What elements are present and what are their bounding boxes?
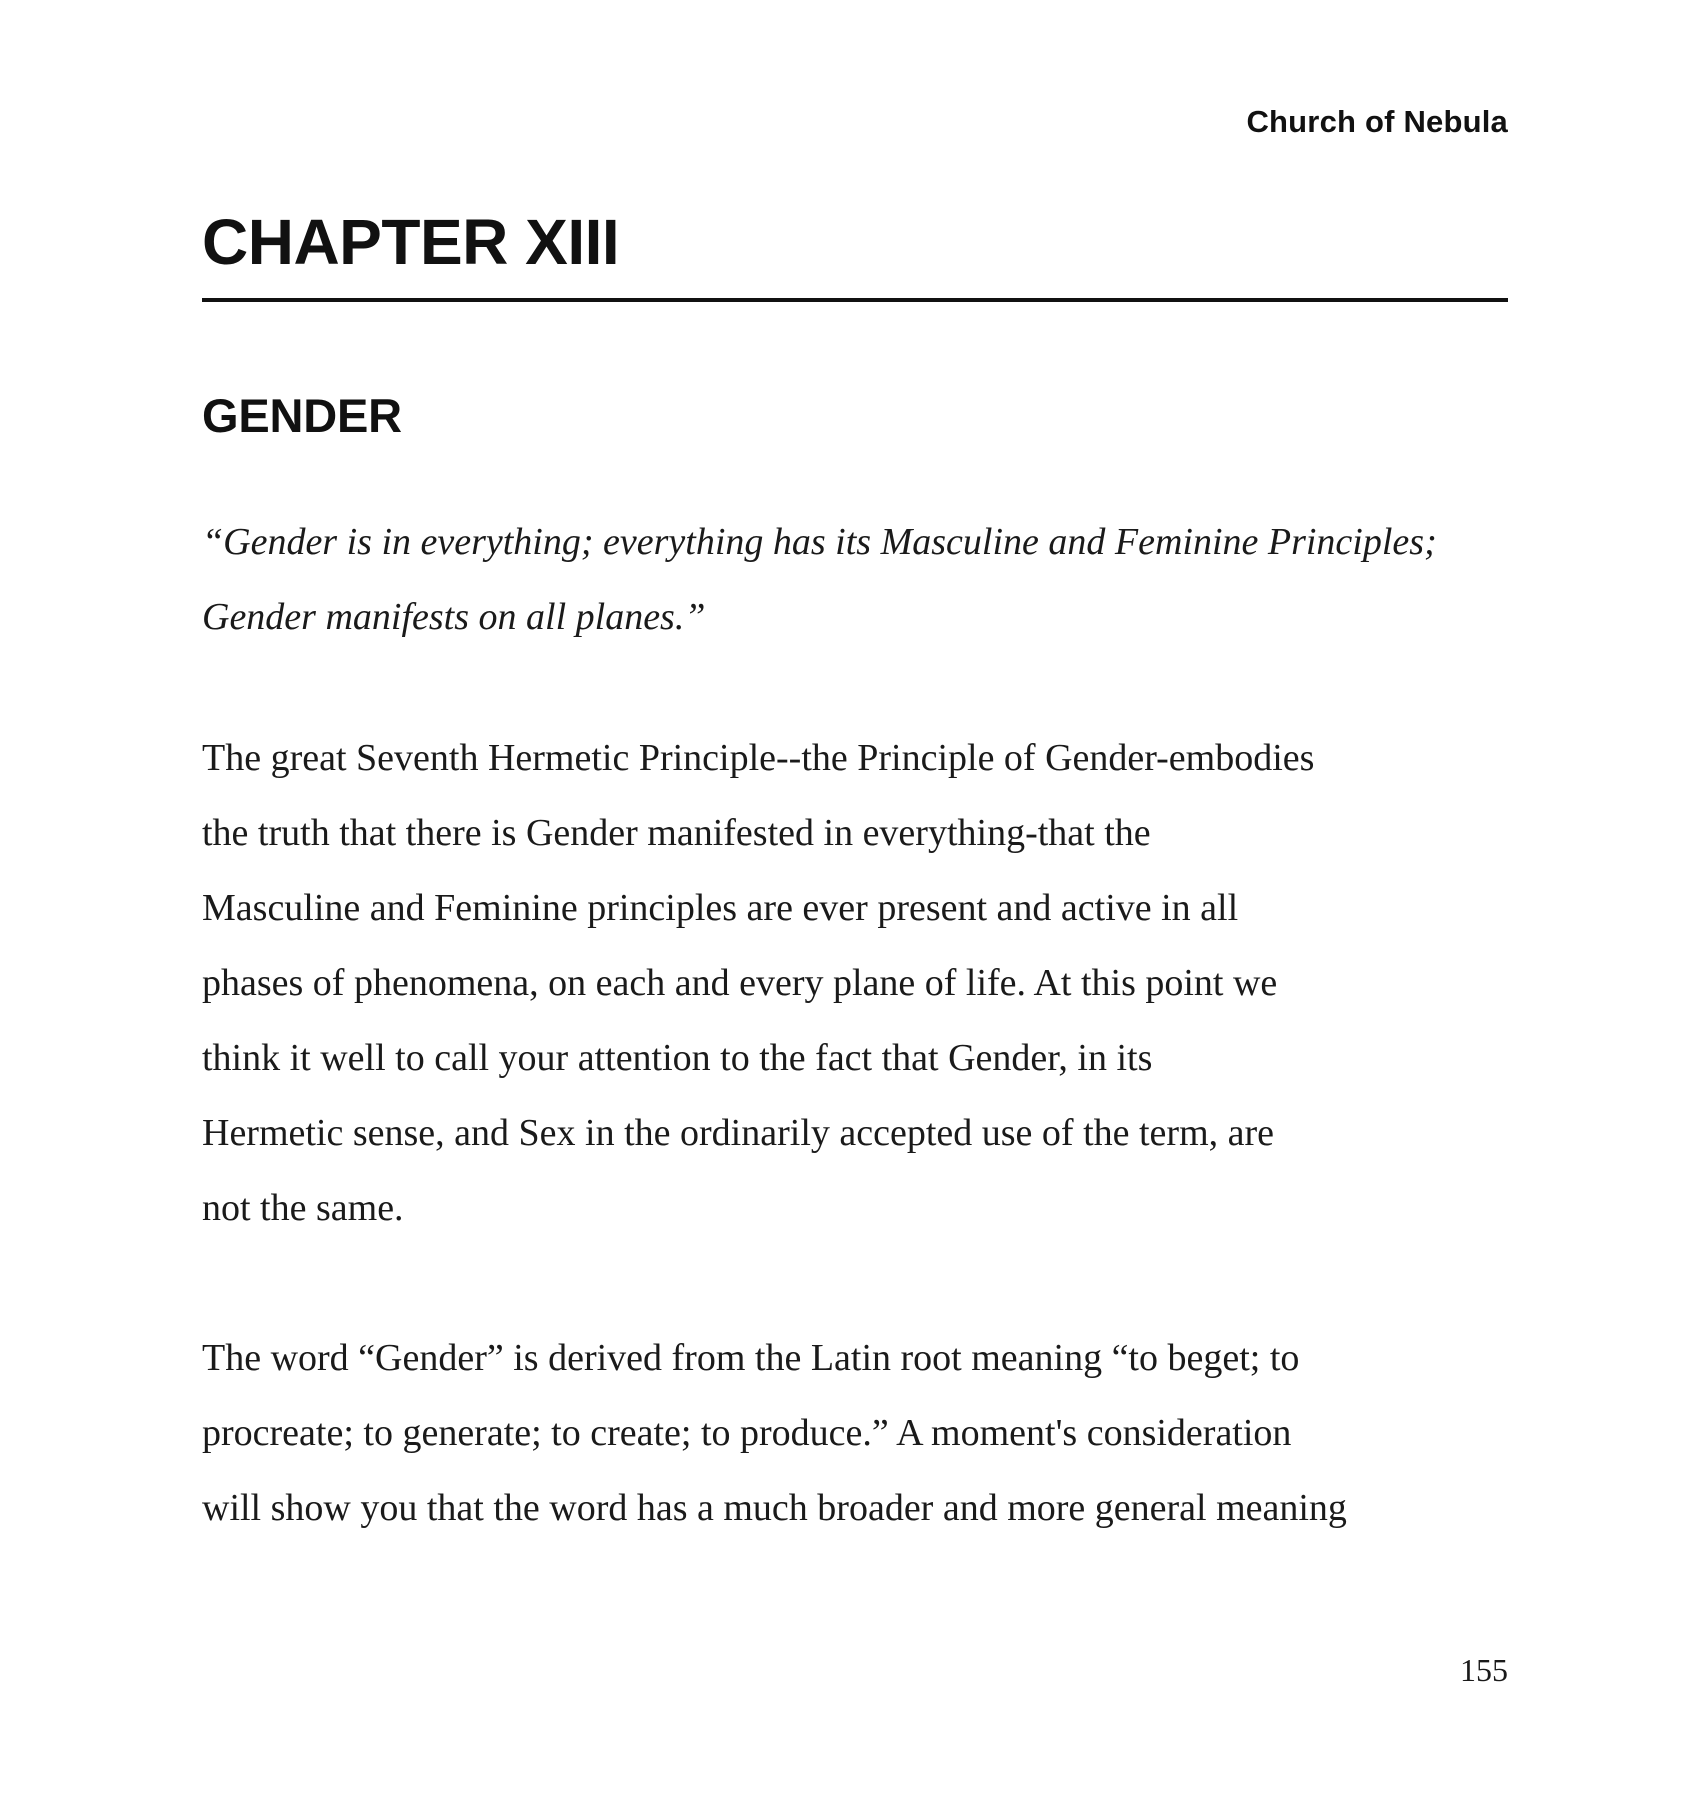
paragraph-line: Masculine and Feminine principles are ever present and active in all <box>202 887 1239 929</box>
paragraph-line: phases of phenomena, on each and every plane of life. At this point we <box>202 962 1278 1004</box>
running-head: Church of Nebula <box>1246 104 1508 139</box>
body-paragraph-1 <box>202 721 1532 1246</box>
section-title: GENDER <box>202 389 402 442</box>
paragraph-line: think it well to call your attention to the fact that Gender, in its <box>202 1037 1153 1079</box>
paragraph-line: Hermetic sense, and Sex in the ordinarily accepted use of the term, are <box>202 1112 1275 1154</box>
paragraph-line: procreate; to generate; to create; to produce.” A moment's consideration <box>202 1412 1292 1454</box>
epigraph-line: “Gender is in everything; everything has its Masculine and Feminine Principles; <box>202 521 1437 563</box>
body-paragraph-2 <box>202 1321 1532 1546</box>
paragraph-line: will show you that the word has a much broader and more general meaning <box>202 1487 1347 1529</box>
epigraph-quote <box>202 505 1532 655</box>
chapter-title: CHAPTER XIII <box>202 206 620 278</box>
paragraph-line: The great Seventh Hermetic Principle--the Principle of Gender-embodies <box>202 737 1315 779</box>
paragraph-line: The word “Gender” is derived from the Latin root meaning “to beget; to <box>202 1337 1300 1379</box>
paragraph-line: not the same. <box>202 1187 404 1229</box>
epigraph-line: Gender manifests on all planes.” <box>202 596 706 638</box>
page-number: 155 <box>1460 1652 1508 1688</box>
paragraph-line: the truth that there is Gender manifested in everything-that the <box>202 812 1151 854</box>
chapter-divider-rule <box>202 298 1508 302</box>
